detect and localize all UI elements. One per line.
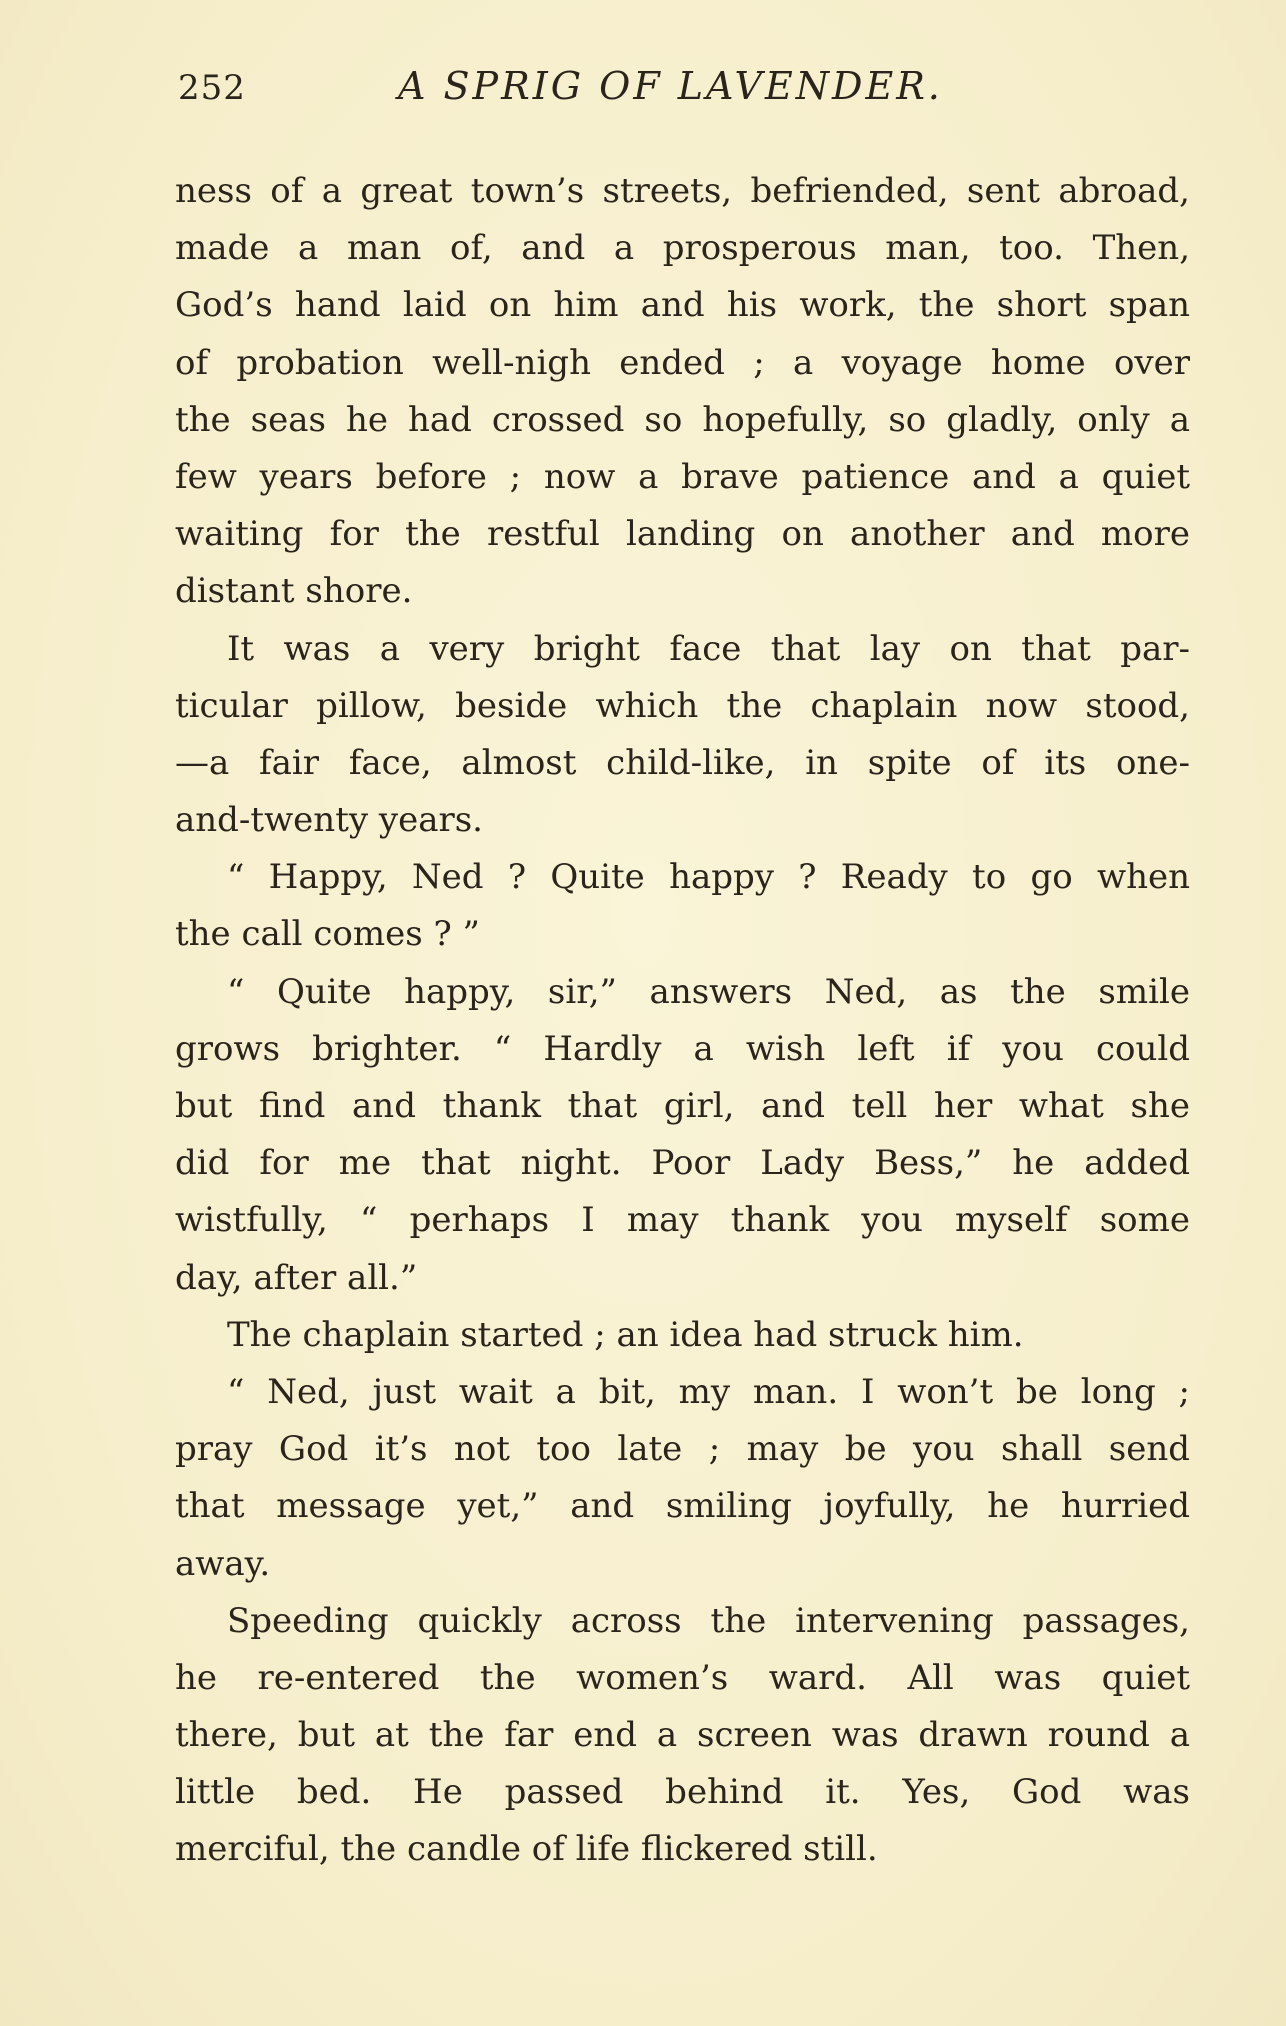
text-line: God’s hand laid on him and his work, the short span: [175, 285, 1190, 326]
text-line: waiting for the restful landing on another and more: [175, 514, 1190, 555]
text-line: that message yet,” and smiling joyfully, he hurried: [175, 1486, 1190, 1527]
text-line: —a fair face, almost child-like, in spite of its one-: [175, 742, 1190, 783]
text-line: did for me that night. Poor Lady Bess,” he added: [175, 1143, 1190, 1184]
text-line: wistfully, “ perhaps I may thank you myself some: [175, 1200, 1190, 1241]
text-line: little bed. He passed behind it. Yes, God was: [175, 1772, 1190, 1813]
text-line: The chaplain started ; an idea had struck him.: [227, 1314, 1024, 1355]
running-title: A SPRIG OF LAVENDER.: [398, 64, 943, 108]
text-line: and-twenty years.: [175, 800, 483, 841]
text-line: but find and thank that girl, and tell her what she: [175, 1086, 1190, 1126]
text-line: “ Ned, just wait a bit, my man. I won’t be long ;: [227, 1371, 1190, 1412]
text-line: ticular pillow, beside which the chaplain now stood,: [175, 685, 1190, 726]
text-line: Speeding quickly across the intervening passages,: [227, 1600, 1190, 1641]
text-line: made a man of, and a prosperous man, too. Then,: [175, 228, 1190, 269]
page-header: [148, 64, 1188, 124]
body-text: [175, 163, 1190, 1879]
text-line: he re-entered the women’s ward. All was quiet: [175, 1657, 1190, 1698]
text-line: day, after all.”: [175, 1257, 418, 1298]
text-line: there, but at the far end a screen was drawn round a: [175, 1715, 1190, 1756]
text-line: distant shore.: [175, 571, 413, 612]
text-line: grows brighter. “ Hardly a wish left if you could: [175, 1028, 1190, 1069]
page-number: 252: [178, 68, 246, 108]
text-line: of probation well-nigh ended ; a voyage home over: [175, 342, 1190, 383]
text-line: ness of a great town’s streets, befriended, sent abroad,: [175, 171, 1190, 211]
text-line: “ Quite happy, sir,” answers Ned, as the smile: [227, 971, 1190, 1012]
text-line: “ Happy, Ned ? Quite happy ? Ready to go when: [227, 857, 1190, 898]
text-line: the seas he had crossed so hopefully, so gladly, only a: [175, 399, 1190, 440]
text-line: the call comes ? ”: [175, 914, 480, 955]
text-line: It was a very bright face that lay on that par-: [227, 628, 1190, 669]
text-line: pray God it’s not too late ; may be you shall send: [175, 1429, 1190, 1470]
text-line: away.: [175, 1543, 271, 1584]
text-line: few years before ; now a brave patience and a quiet: [175, 456, 1190, 497]
text-line: merciful, the candle of life flickered still.: [175, 1829, 878, 1870]
